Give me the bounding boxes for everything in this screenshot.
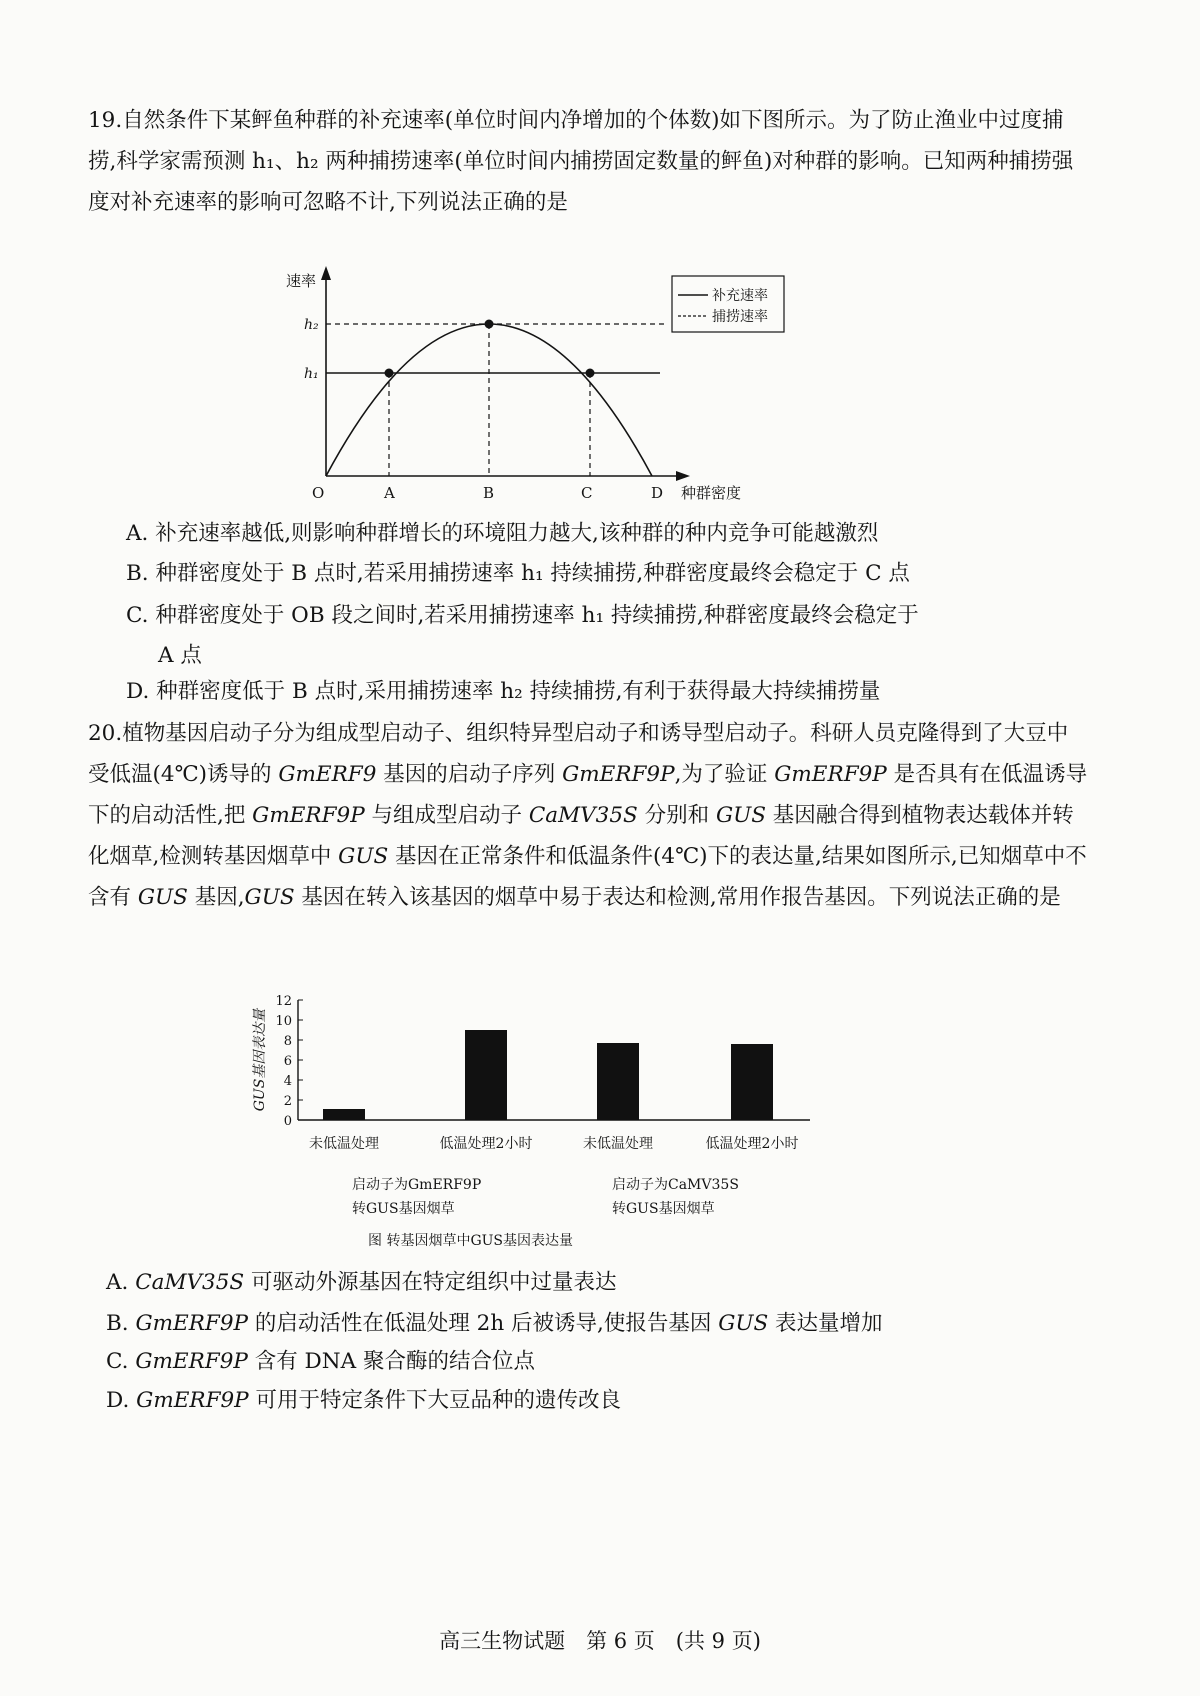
bar-3 (597, 1043, 639, 1120)
x-tick-B: B (483, 484, 495, 502)
question-20-stem: 20.植物基因启动子分为组成型启动子、组织特异型启动子和诱导型启动子。科研人员克隆得到了大豆中受低温(4℃)诱导的 GmERF9 基因的启动子序列 GmERF9P,为了验证 GmERF9P 是否具有在低温诱导下的启动活性,把 GmERF9P 与组成型启动子 CaMV35S 分别和 GUS 基因融合得到植物表达载体并转化烟草,检测转基因烟草中 GUS 基因在正常条件和低温条件(4℃)下的表达量,结果如图所示,已知烟草中不含有 GUS 基因,GUS 基因在转入该基因的烟草中易于表达和检测,常用作报告基因。下列说法正确的是 (88, 721, 1088, 910)
bar-group-2-line2: 转GUS基因烟草 (612, 1201, 715, 1217)
point-A (385, 369, 394, 378)
bar-y-tick-label: 8 (283, 1034, 292, 1049)
x-axis-arrow (676, 471, 690, 481)
bar-y-tick-label: 2 (283, 1094, 292, 1109)
x-tick-D: D (651, 484, 664, 502)
gus-expression-chart (240, 985, 840, 1255)
bar-group-1-line1: 启动子为GmERF9P (352, 1177, 482, 1193)
bar-4 (731, 1044, 773, 1120)
q19-option-C-line1: C. 种群密度处于 OB 段之间时,若采用捕捞速率 h₁ 持续捕捞,种群密度最终会稳定于 (126, 603, 919, 628)
bar-category-label: 未低温处理 (583, 1136, 653, 1152)
bar-y-tick-label: 12 (275, 994, 292, 1009)
bar-category-label: 未低温处理 (309, 1136, 379, 1152)
bar-group-1-line2: 转GUS基因烟草 (352, 1201, 455, 1217)
bar-y-tick-label: 10 (275, 1014, 292, 1029)
bar-2 (465, 1030, 507, 1120)
question-20 (88, 713, 1088, 918)
bar-y-axis-label: GUS基因表达量 (252, 1008, 268, 1112)
legend-label-harvest: 捕捞速率 (712, 309, 768, 325)
y-tick-h2: h₂ (304, 317, 319, 333)
y-tick-h1: h₁ (304, 366, 319, 382)
q20-option-C: C. GmERF9P 含有 DNA 聚合酶的结合位点 (106, 1349, 535, 1374)
bar-group-2-line1: 启动子为CaMV35S (612, 1177, 739, 1193)
bar-1 (323, 1109, 365, 1120)
bar-chart-title: 图 转基因烟草中GUS基因表达量 (368, 1233, 574, 1249)
bar-y-tick-label: 6 (283, 1054, 292, 1069)
q19-option-D: D. 种群密度低于 B 点时,采用捕捞速率 h₂ 持续捕捞,有利于获得最大持续捕捞量 (126, 679, 881, 704)
q19-option-C (126, 596, 1086, 676)
bar-y-tick-label: 0 (283, 1114, 292, 1129)
q20-option-B: B. GmERF9P 的启动活性在低温处理 2h 后被诱导,使报告基因 GUS 表达量增加 (106, 1311, 883, 1336)
legend-label-recruitment: 补充速率 (712, 288, 768, 304)
x-tick-C: C (581, 484, 593, 502)
recruitment-rate-chart (280, 262, 800, 507)
q19-option-C-line2: A 点 (158, 643, 202, 668)
question-19 (88, 100, 1088, 223)
bar-category-label: 低温处理2小时 (439, 1136, 533, 1152)
q20-option-D: D. GmERF9P 可用于特定条件下大豆品种的遗传改良 (106, 1388, 621, 1413)
q20-option-A: A. CaMV35S 可驱动外源基因在特定组织中过量表达 (106, 1270, 617, 1295)
question-19-stem: 19.自然条件下某鲆鱼种群的补充速率(单位时间内净增加的个体数)如下图所示。为了防止渔业中过度捕捞,科学家需预测 h₁、h₂ 两种捕捞速率(单位时间内捕捞固定数量的鲆鱼)对种群的影响。已知两种捕捞强度对补充速率的影响可忽略不计,下列说法正确的是 (88, 108, 1074, 215)
x-tick-O: O (312, 484, 325, 502)
q19-option-B: B. 种群密度处于 B 点时,若采用捕捞速率 h₁ 持续捕捞,种群密度最终会稳定于 C 点 (126, 561, 910, 586)
point-C (586, 369, 595, 378)
x-tick-A: A (384, 484, 395, 502)
bar-category-label: 低温处理2小时 (705, 1136, 799, 1152)
x-axis-label: 种群密度 (681, 484, 742, 502)
y-axis-label: 速率 (286, 272, 317, 290)
page-footer: 高三生物试题 第 6 页 (共 9 页) (439, 1629, 761, 1653)
q19-option-A: A. 补充速率越低,则影响种群增长的环境阻力越大,该种群的种内竞争可能越激烈 (126, 521, 879, 546)
point-B (485, 320, 494, 329)
bar-y-tick-label: 4 (283, 1074, 292, 1089)
y-axis-arrow (321, 266, 331, 280)
